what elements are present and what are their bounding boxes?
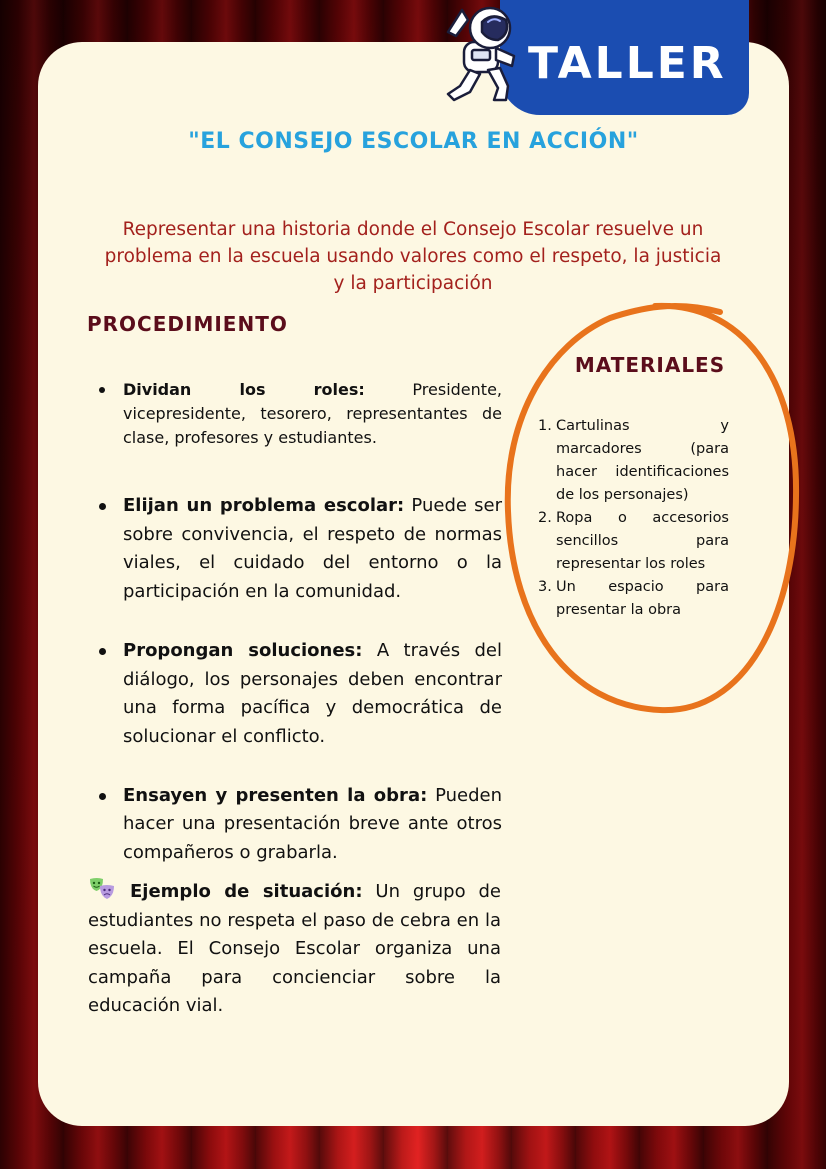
example-paragraph [88, 877, 501, 1021]
procedure-item-text: Presidente, vicepresidente, tesorero, representantes de clase, profesores y estudiantes. [123, 380, 502, 447]
procedure-item-label: Dividan los roles: [123, 380, 365, 399]
materials-heading: MATERIALES [574, 353, 726, 377]
materials-list [538, 415, 729, 622]
procedure-heading: PROCEDIMIENTO [87, 312, 288, 336]
procedure-item-label: Propongan soluciones: [123, 639, 363, 661]
taller-badge-label: TALLER [528, 38, 727, 89]
materials-item-number: 1. [538, 418, 552, 434]
workshop-title: "EL CONSEJO ESCOLAR EN ACCIÓN" [188, 129, 639, 154]
procedure-item-text: A través del diálogo, los personajes deben encontrar una forma pacífica y democrática de solucionar el conflicto. [123, 639, 502, 747]
procedure-item [90, 782, 502, 868]
bullet-icon [99, 387, 105, 393]
astronaut-icon [442, 4, 532, 104]
materials-item [538, 415, 729, 507]
objective-text: Representar una historia donde el Consejo Escolar resuelve un problema en la escuela usando valores como el respeto, la justicia y la participación [104, 219, 722, 294]
materials-item-number: 3. [538, 579, 552, 595]
materials-item [538, 507, 729, 576]
bullet-icon [99, 793, 106, 800]
materials-item-number: 2. [538, 510, 552, 526]
procedure-list [90, 378, 502, 868]
theater-masks-icon [88, 877, 118, 901]
bullet-icon [99, 503, 106, 510]
procedure-item-text: Pueden hacer una presentación breve ante otros compañeros o grabarla. [123, 784, 502, 864]
materials-item-text: Un espacio para presentar la obra [556, 579, 729, 618]
procedure-item [90, 637, 502, 752]
bullet-icon [99, 648, 106, 655]
procedure-item-label: Ensayen y presenten la obra: [123, 784, 428, 806]
materials-item-text: Cartulinas y marcadores (para hacer identificaciones de los personajes) [556, 418, 729, 503]
procedure-item [90, 492, 502, 607]
example-text: Un grupo de estudiantes no respeta el paso de cebra en la escuela. El Consejo Escolar organiza una campaña para concienciar sobre la educación vial. [88, 881, 501, 1016]
example-label: Ejemplo de situación: [130, 881, 363, 902]
procedure-item-text: Puede ser sobre convivencia, el respeto de normas viales, el cuidado del entorno o la participación en la comunidad. [123, 495, 502, 603]
materials-item-text: Ropa o accesorios sencillos para representar los roles [556, 510, 729, 572]
materials-item [538, 576, 729, 622]
procedure-item [90, 378, 502, 450]
procedure-item-label: Elijan un problema escolar: [123, 495, 405, 516]
